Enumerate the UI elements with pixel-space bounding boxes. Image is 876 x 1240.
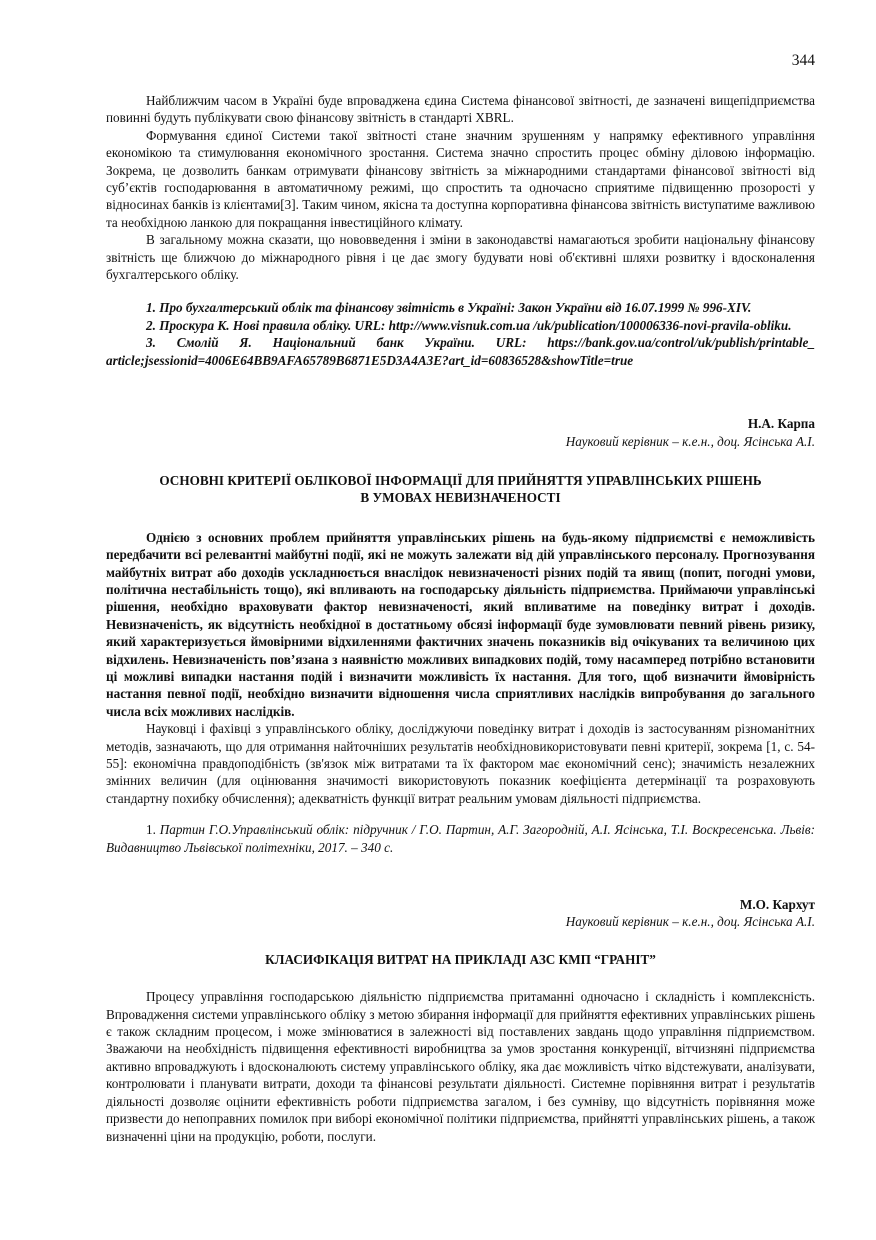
article-1-author: Н.А. Карпа [747,416,815,432]
article-2-title: КЛАСИФІКАЦІЯ ВИТРАТ НА ПРИКЛАДІ АЗС КМП “ГРАНІТ” [265,951,656,967]
article-1-title-line-2: В УМОВАХ НЕВИЗНАЧЕНОСТІ [360,490,561,506]
reference-item-2: 2. Проскура К. Нові правила обліку. URL: http://www.visnuk.com.ua /uk/publication/100006336-novi-pravila-obliku. [146,317,792,333]
intro-paragraph-3: В загальному можна сказати, що нововведення і зміни в законодавстві намагаються зробити національну фінансову звітність ще ближчою до міжнародного рівня і це дає змогу будувати нові об'єктивні шляхи розвитку і вдосконалення бухгалтерського обліку. [106,232,815,283]
reference-item-3: 3. Смолій Я. Національний банк України. URL: https://bank.gov.ua/control/uk/publish/printable_ article;jsessionid=4006E64BB9AFA65789B6871E5D3A4A3E?art_id=60836528&showTitle=true [106,335,815,368]
reference-item-1: 1. Про бухгалтерський облік та фінансову звітність в Україні: Закон України від 16.07.1999 № 996-XIV. [146,300,752,316]
article-1-title [106,472,815,507]
article-1-author-block [106,415,815,450]
article-1-paragraph: Науковці і фахівці з управлінського обліку, досліджуючи поведінку витрат і доходів із застосуванням різноманітних методів, зазначають, що для отримання найточніших результатів необхідновикористовувати певні критерії, зокрема [1, с. 54-55]: економічна правдоподібність (зв'язок між витратами та їх фактором має економічний сенс); значимість незалежних змінних величин (для оцінювання значимості використовують показник коефіцієнта детермінації та розраховують стандартну похибку обчислення); адекватність функції витрат реальним умовам діяльності підприємства. [106,721,815,806]
page-content [106,92,815,1145]
article-2-supervisor: Науковий керівник – к.е.н., доц. Ясінська А.І. [565,914,815,930]
article-2-author-block [106,896,815,931]
intro-paragraph-1: Найближчим часом в Україні буде впроваджена єдина Система фінансової звітності, де зазначені вищепідприємства повинні будуть публікувати свою фінансову звітність в стандарті XBRL. [106,93,815,126]
article-1-abstract: Однією з основних проблем прийняття управлінських рішень на будь-якому підприємстві є неможливість передбачити всі релевантні майбутні події, які не можуть залежати від дій управлінського персоналу. Прогнозування майбутніх витрат або доходів ускладнюється внаслідок невизначеності різних подій та явищ (попит, погодні умови, політична нестабільність тощо), які впливають на господарську діяльність підприємства. Приймаючи управлінські рішення, необхідно враховувати фактор невизначеності, який впливатиме на поведінку витрат і доходів. Невизначеність, як відсутність необхідної в достатньому обсязі інформації буде зумовлювати певний рівень ризику, який характеризується ймовірними відхиленнями фактичних значень показників від очікуваних та величиною цих відхилень. Невизначеність пов’язана з наявністю можливих випадкових подій, тому насамперед потрібно встановити ці можливі випадки настання подій і визначити можливість їх настання. Для того, щоб визначити ймовірність настання певної події, необхідно визначити відношення числа сприятливих наслідків випробування до загального числа всіх можливих наслідків. [106,529,815,719]
intro-paragraph-2: Формування єдиної Системи такої звітності стане значним зрушенням у напрямку ефективного управління економікою та стимулювання економічного зростання. Система значно спростить процес обміну діловою інформацію. Зокрема, це дозволить банкам отримувати фінансову звітність за міжнародними стандартами фінансової звітності від суб’єктів господарювання в автоматичному режимі, що спростить та одночасно сприятиме підвищенню прозорості у відносинах банків із клієнтами[3]. Таким чином, якісна та доступна корпоративна фінансова звітність виступатиме важливою та необхідною ланкою для покращання інвестиційного клімату. [106,127,815,230]
article-2-paragraph: Процесу управління господарською діяльністю підприємства притаманні одночасно і складність і комплексність. Впровадження системи управлінського обліку з метою збирання інформації для прийняття ефективних управлінських рішень є також складним процесом, і може змінюватися в залежності від поставлених завдань щодо управління підприємством. Зважаючи на необхідність підвищення ефективності виробництва за умов зростання конкуренції, вітчизняні підприємства активно впроваджують і вдосконалюють систему управлінського обліку, яка дає можливість чітко відстежувати, аналізувати, контролювати і планувати витрати, доходи та фінансові результати діяльності. Системне порівняння витрат і результатів діяльності дозволяє оцінити ефективність роботи підприємства загалом, і без сумніву, що відсутність порівняння може призвести до непоправних помилок при виборі економічної політики підприємства, прийнятті управлінських рішень, а також визначенні ціни на продукцію, роботи, послуги. [106,989,815,1144]
article-1-title-line-1: ОСНОВНІ КРИТЕРІЇ ОБЛІКОВОЇ ІНФОРМАЦІЇ ДЛЯ ПРИЙНЯТТЯ УПРАВЛІНСЬКИХ РІШЕНЬ [159,472,762,488]
article-1-reference-number: 1. [146,822,156,838]
article-1-supervisor: Науковий керівник – к.е.н., доц. Ясінська А.І. [565,433,815,449]
article-1-reference [106,821,815,856]
page-number: 344 [791,52,815,69]
reference-list [106,299,815,369]
article-1-reference-text: Партин Г.О.Управлінський облік: підручник / Г.О. Партин, А.Г. Загородній, А.І. Ясінська, Т.І. Воскресенська. Львів: Видавництво Львівської політехніки, 2017. – 340 с. [106,822,816,855]
article-2-author: М.О. Кархут [739,897,815,913]
